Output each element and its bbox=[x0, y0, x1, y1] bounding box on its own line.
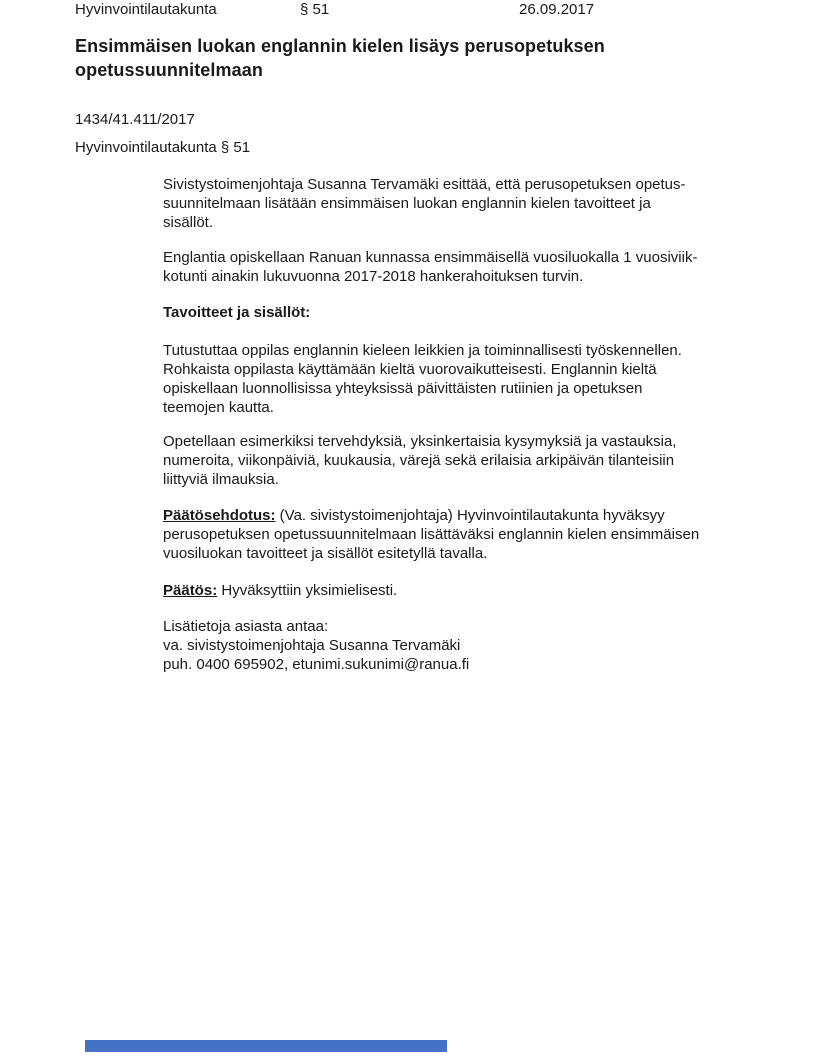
page-header bbox=[0, 0, 816, 20]
document-title-line-2: opetussuunnitelmaan bbox=[75, 60, 263, 80]
paragraph-funding bbox=[163, 248, 697, 286]
text-line: opiskellaan luonnollisissa yhteyksissä päivittäisten rutiinien ja opetuksen bbox=[163, 380, 643, 397]
contact-person-line: va. sivistystoimenjohtaja Susanna Tervamäki bbox=[163, 637, 461, 654]
paragraph-proposal-intro bbox=[163, 175, 686, 232]
text-line: liittyviä ilmauksia. bbox=[163, 471, 279, 488]
header-section-number: § 51 bbox=[300, 1, 330, 18]
text-line: Sivistystoimenjohtaja Susanna Tervamäki esittää, että perusopetuksen opetus- bbox=[163, 176, 686, 193]
decision-proposal-paragraph bbox=[163, 506, 699, 563]
paragraph-goals bbox=[163, 341, 682, 417]
text-line: numeroita, viikonpäiviä, kuukausia, värejä sekä erilaisia arkipäivän tilanteisiin bbox=[163, 452, 675, 469]
text-line: Tutustuttaa oppilas englannin kieleen leikkien ja toiminnallisesti työskennellen. bbox=[163, 342, 682, 359]
text-line: Rohkaista oppilasta käyttämään kieltä vuorovaikutteisesti. Englannin kieltä bbox=[163, 361, 657, 378]
text-line: suunnitelmaan lisätään ensimmäisen luokan englannin kielen tavoitteet ja bbox=[163, 195, 651, 212]
decision-text: Hyväksyttiin yksimielisesti. bbox=[217, 582, 398, 599]
document-title-line-1: Ensimmäisen luokan englannin kielen lisäys perusopetuksen bbox=[75, 36, 605, 56]
header-committee-name: Hyvinvointilautakunta bbox=[75, 1, 217, 18]
text-line: Englantia opiskellaan Ranuan kunnassa ensimmäisellä vuosiluokalla 1 vuosiviik- bbox=[163, 249, 698, 266]
case-number: 1434/41.411/2017 bbox=[75, 111, 195, 128]
decision-paragraph bbox=[163, 581, 397, 600]
decision-proposal-label: Päätösehdotus: bbox=[163, 507, 276, 524]
decision-proposal-first-line bbox=[163, 506, 699, 525]
decision-line bbox=[163, 581, 397, 600]
decision-proposal-text: (Va. sivistystoimenjohtaja) Hyvinvointilautakunta hyväksyy bbox=[275, 507, 665, 524]
header-date: 26.09.2017 bbox=[519, 1, 595, 18]
bottom-blue-bar bbox=[85, 1040, 447, 1052]
text-line: perusopetuksen opetussuunnitelmaan lisättäväksi englannin kielen ensimmäisen bbox=[163, 526, 700, 543]
contact-intro-line: Lisätietoja asiasta antaa: bbox=[163, 618, 329, 635]
contact-info-block bbox=[163, 617, 469, 674]
document-title bbox=[75, 34, 715, 82]
text-line: vuosiluokan tavoitteet ja sisällöt esitetyllä tavalla. bbox=[163, 545, 488, 562]
text-line: Opetellaan esimerkiksi tervehdyksiä, yksinkertaisia kysymyksiä ja vastauksia, bbox=[163, 433, 677, 450]
goals-heading: Tavoitteet ja sisällöt: bbox=[163, 304, 311, 321]
contact-phone-email-line: puh. 0400 695902, etunimi.sukunimi@ranua.fi bbox=[163, 656, 470, 673]
committee-subheading: Hyvinvointilautakunta § 51 bbox=[75, 139, 251, 156]
text-line: sisällöt. bbox=[163, 214, 214, 231]
text-line: kotunti ainakin lukuvuonna 2017-2018 hankerahoituksen turvin. bbox=[163, 268, 584, 285]
decision-label: Päätös: bbox=[163, 582, 218, 599]
paragraph-contents bbox=[163, 432, 677, 489]
text-line: teemojen kautta. bbox=[163, 399, 274, 416]
